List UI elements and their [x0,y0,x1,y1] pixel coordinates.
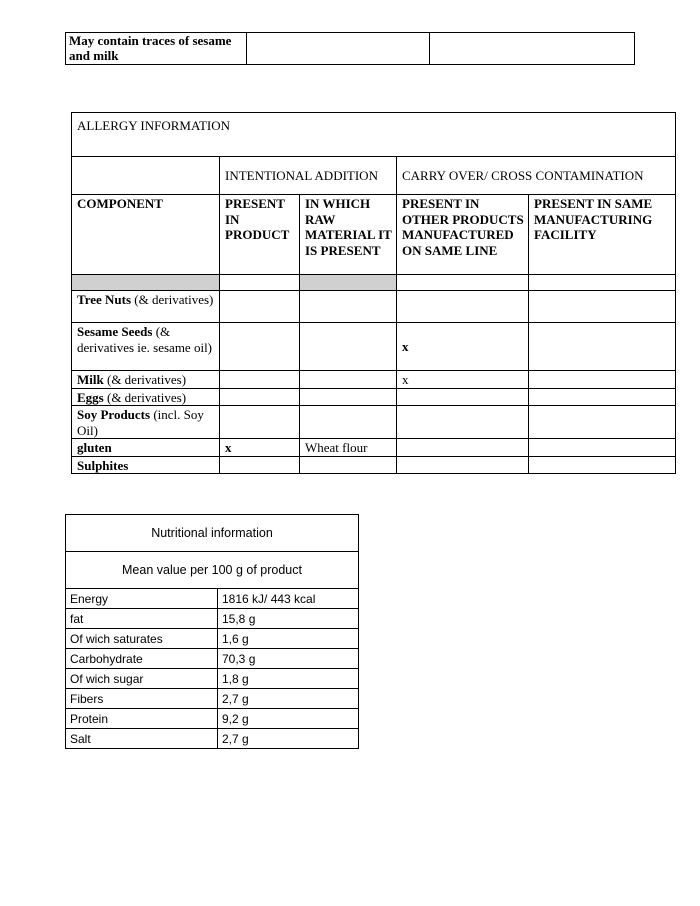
present-cell [220,291,300,323]
allergen-name-cell [72,388,220,406]
allergy-title: ALLERGY INFORMATION [72,113,676,157]
spacer-cell [397,275,529,291]
nutrition-subtitle: Mean value per 100 g of product [66,552,359,589]
nutrient-value: 1,6 g [218,629,359,649]
allergen-name-cell [72,456,220,474]
allergen-row-sulphites [72,456,676,474]
allergen-name: Sulphites [77,457,129,473]
allergen-name: Tree Nuts [77,292,132,307]
nutrient-value: 1,8 g [218,669,359,689]
intentional-addition-header: INTENTIONAL ADDITION [220,157,397,195]
raw-material-cell [300,371,397,389]
raw-material-cell [300,388,397,406]
traces-empty-cell-2 [430,33,635,65]
allergen-name: Milk [77,372,104,387]
raw-material-cell [300,456,397,474]
allergen-name: gluten [77,440,112,455]
nutrient-value: 15,8 g [218,609,359,629]
nutrition-row-sugar [66,669,359,689]
allergen-name: Soy Products [77,407,151,422]
same-line-cell [397,439,529,457]
traces-cell: May contain traces of sesame and milk [66,33,247,65]
column-header-same-facility: PRESENT IN SAME MANUFACTURING FACILITY [529,195,676,275]
same-line-cell [397,456,529,474]
allergen-row-eggs [72,388,676,406]
carry-over-header: CARRY OVER/ CROSS CONTAMINATION [397,157,676,195]
nutrition-row-fat [66,609,359,629]
same-facility-cell [529,371,676,389]
nutrient-label: Carbohydrate [66,649,218,669]
same-line-cell [397,291,529,323]
nutrient-value: 2,7 g [218,689,359,709]
nutrition-row-saturates [66,629,359,649]
allergen-row-sesame [72,323,676,371]
nutrition-row-fibers [66,689,359,709]
nutrition-row-energy [66,589,359,609]
nutrition-table [65,514,359,749]
nutrient-label: Protein [66,709,218,729]
nutrition-row-carbohydrate [66,649,359,669]
column-header-raw-material: IN WHICH RAW MATERIAL IT IS PRESENT [300,195,397,275]
nutrient-value: 1816 kJ/ 443 kcal [218,589,359,609]
nutrition-row-protein [66,709,359,729]
same-line-cell [397,388,529,406]
allergen-name: Sesame Seeds [77,324,153,339]
same-facility-cell [529,406,676,439]
raw-material-cell: Wheat flour [300,439,397,457]
nutrient-value: 2,7 g [218,729,359,749]
same-facility-cell [529,456,676,474]
allergen-name: Eggs [77,389,104,405]
nutrient-label: Of wich saturates [66,629,218,649]
allergen-row-soy [72,406,676,439]
present-cell [220,388,300,406]
spacer-cell [529,275,676,291]
column-header-present-in-product: PRESENT IN PRODUCT [220,195,300,275]
nutrient-label: Salt [66,729,218,749]
present-cell [220,371,300,389]
nutrient-value: 9,2 g [218,709,359,729]
allergen-name-cell [72,371,220,389]
nutrient-label: fat [66,609,218,629]
column-header-same-line: PRESENT IN OTHER PRODUCTS MANUFACTURED ON SAME LINE [397,195,529,275]
nutrient-label: Energy [66,589,218,609]
present-cell [220,456,300,474]
allergen-name-cell [72,406,220,439]
same-line-cell: x [397,371,529,389]
shaded-cell [300,275,397,291]
nutrient-label: Fibers [66,689,218,709]
raw-material-cell [300,291,397,323]
shaded-cell [72,275,220,291]
allergen-name-cell [72,323,220,371]
present-cell: x [220,439,300,457]
raw-material-cell [300,323,397,371]
allergen-name-cell [72,291,220,323]
allergen-detail: (& derivatives) [103,372,187,387]
same-facility-cell [529,323,676,371]
nutrient-value: 70,3 g [218,649,359,669]
present-cell [220,406,300,439]
allergen-detail: (& derivatives ie. sesame oil) [77,324,213,355]
traces-row [66,33,635,65]
allergen-row-tree-nuts [72,291,676,323]
nutrition-title: Nutritional information [66,515,359,552]
same-facility-cell [529,388,676,406]
nutrition-row-salt [66,729,359,749]
allergen-row-milk [72,371,676,389]
allergen-detail: (& derivatives) [103,389,187,405]
column-header-component: COMPONENT [72,195,220,275]
same-line-cell [397,406,529,439]
allergen-name-cell [72,439,220,457]
spacer-cell [220,275,300,291]
same-facility-cell [529,291,676,323]
present-cell [220,323,300,371]
allergy-table [71,112,676,474]
allergen-detail: (& derivatives) [131,292,214,307]
same-line-cell: x [397,323,529,371]
nutrient-label: Of wich sugar [66,669,218,689]
traces-empty-cell-1 [247,33,430,65]
traces-table [65,32,635,65]
allergen-row-gluten [72,439,676,457]
allergen-detail: (incl. Soy Oil) [77,407,204,438]
subhead-empty-cell [72,157,220,195]
raw-material-cell [300,406,397,439]
same-facility-cell [529,439,676,457]
